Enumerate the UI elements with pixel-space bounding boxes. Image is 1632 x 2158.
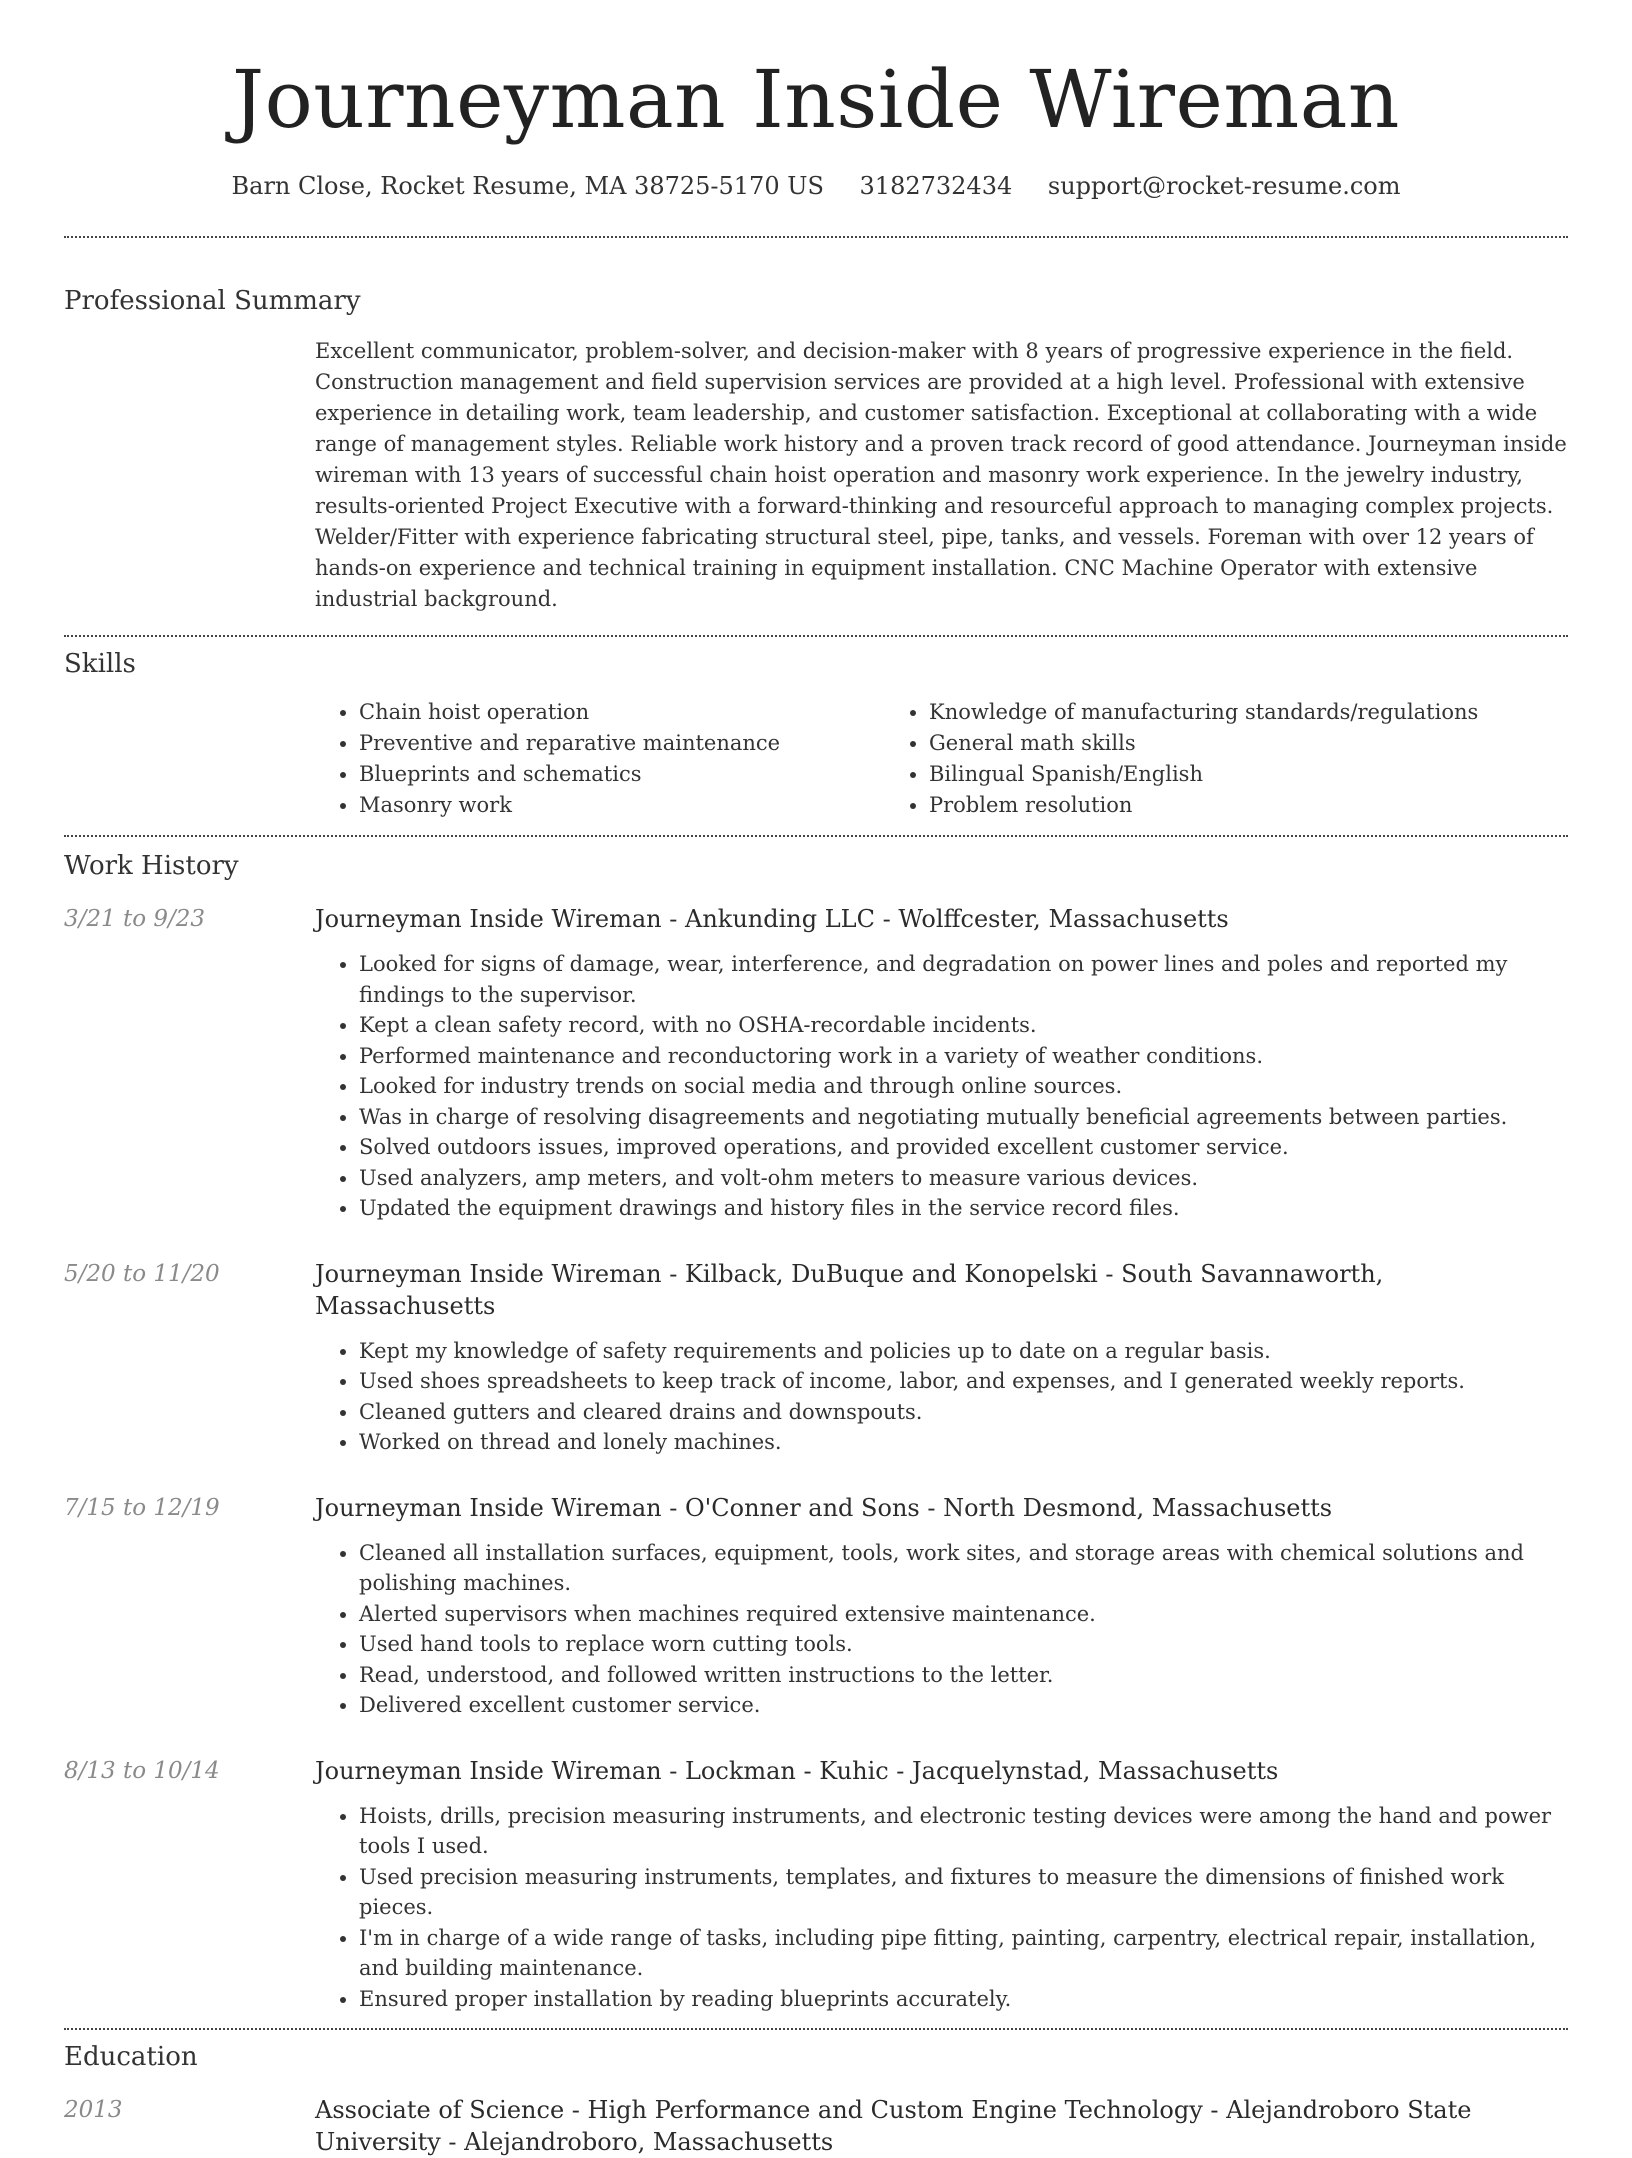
skill-item: • Problem resolution bbox=[929, 790, 1519, 821]
job-title: Journeyman Inside Wireman - Ankunding LLC - Wolffcester, Massachusetts bbox=[315, 905, 1229, 933]
job-entry bbox=[64, 1258, 1568, 1458]
job-bullet: • Used shoes spreadsheets to keep track of income, labor, and expenses, and I generated weekly reports. bbox=[359, 1366, 1568, 1397]
job-bullet: • Used analyzers, amp meters, and volt-ohm meters to measure various devices. bbox=[359, 1163, 1568, 1194]
education-body bbox=[315, 2094, 1568, 2158]
job-bullet: • Used precision measuring instruments, templates, and fixtures to measure the dimensions of finished work pieces. bbox=[359, 1862, 1568, 1923]
job-bullet: • Looked for signs of damage, wear, interference, and degradation on power lines and poles and reported my findings to the supervisor. bbox=[359, 949, 1568, 1010]
job-bullet: • Looked for industry trends on social media and through online sources. bbox=[359, 1071, 1568, 1102]
job-title: Journeyman Inside Wireman - Kilback, DuBuque and Konopelski - South Savannaworth, Massachusetts bbox=[315, 1259, 1384, 1320]
education-title: Education bbox=[64, 2042, 198, 2072]
job-bullet: • Delivered excellent customer service. bbox=[359, 1690, 1568, 1721]
skill-item: • Preventive and reparative maintenance bbox=[359, 728, 929, 759]
resume-page bbox=[64, 0, 1568, 2158]
skill-item: • Knowledge of manufacturing standards/regulations bbox=[929, 697, 1519, 728]
job-body bbox=[315, 903, 1568, 1224]
job-entry bbox=[64, 903, 1568, 1224]
job-bullet: • Performed maintenance and reconductoring work in a variety of weather conditions. bbox=[359, 1041, 1568, 1072]
skills-section bbox=[64, 637, 1568, 835]
job-bullet: • Was in charge of resolving disagreements and negotiating mutually beneficial agreements between parties. bbox=[359, 1102, 1568, 1133]
job-body bbox=[315, 1492, 1568, 1721]
job-bullet: • Used hand tools to replace worn cutting tools. bbox=[359, 1629, 1568, 1660]
education-dates: 2013 bbox=[64, 2097, 123, 2123]
job-bullet: • Hoists, drills, precision measuring instruments, and electronic testing devices were among the hand and power tools I used. bbox=[359, 1801, 1568, 1862]
skill-item: • General math skills bbox=[929, 728, 1519, 759]
summary-section bbox=[64, 238, 1568, 635]
skill-item: • Masonry work bbox=[359, 790, 929, 821]
job-bullets bbox=[315, 1538, 1568, 1721]
job-body bbox=[315, 1755, 1568, 2029]
job-bullet: • Cleaned all installation surfaces, equipment, tools, work sites, and storage areas with chemical solutions and polishing machines. bbox=[359, 1538, 1568, 1599]
job-bullet: • Cleaned gutters and cleared drains and downspouts. bbox=[359, 1397, 1568, 1428]
skill-item: • Chain hoist operation bbox=[359, 697, 929, 728]
job-bullet: • Worked on thread and lonely machines. bbox=[359, 1427, 1568, 1458]
skills-list-left bbox=[315, 697, 929, 821]
resume-name: Journeyman Inside Wireman bbox=[232, 53, 1400, 146]
contact-address: Barn Close, Rocket Resume, MA 38725-5170 US bbox=[231, 172, 824, 200]
job-bullet: • Ensured proper installation by reading blueprints accurately. bbox=[359, 1984, 1568, 2015]
skills-title: Skills bbox=[64, 649, 136, 679]
job-bullet: • Alerted supervisors when machines required extensive maintenance. bbox=[359, 1599, 1568, 1630]
job-bullet: • Read, understood, and followed written instructions to the letter. bbox=[359, 1660, 1568, 1691]
job-dates: 8/13 to 10/14 bbox=[64, 1757, 220, 1784]
job-entry bbox=[64, 1755, 1568, 2029]
skills-grid bbox=[315, 697, 1568, 835]
summary-title: Professional Summary bbox=[64, 286, 361, 316]
job-bullet: • Kept a clean safety record, with no OSHA-recordable incidents. bbox=[359, 1010, 1568, 1041]
contact-line bbox=[64, 170, 1568, 202]
skills-list-right bbox=[885, 697, 1519, 821]
job-body bbox=[315, 1258, 1568, 1458]
job-bullet: • Kept my knowledge of safety requirements and policies up to date on a regular basis. bbox=[359, 1336, 1568, 1367]
job-bullet: • Solved outdoors issues, improved operations, and provided excellent customer service. bbox=[359, 1132, 1568, 1163]
job-dates: 5/20 to 11/20 bbox=[64, 1260, 220, 1287]
work-history-section bbox=[64, 837, 1568, 2028]
job-bullets bbox=[315, 1801, 1568, 2029]
education-section bbox=[64, 2030, 1568, 2158]
skill-item: • Bilingual Spanish/English bbox=[929, 759, 1519, 790]
education-title-line: Associate of Science - High Performance and Custom Engine Technology - Alejandroboro State University - Alejandroboro, Massachusetts bbox=[315, 2096, 1472, 2156]
job-bullet: • Updated the equipment drawings and history files in the service record files. bbox=[359, 1193, 1568, 1224]
job-title: Journeyman Inside Wireman - O'Conner and Sons - North Desmond, Massachusetts bbox=[315, 1493, 1333, 1522]
job-title: Journeyman Inside Wireman - Lockman - Kuhic - Jacquelynstad, Massachusetts bbox=[315, 1756, 1279, 1785]
job-bullets bbox=[315, 1336, 1568, 1458]
education-entry bbox=[64, 2094, 1568, 2158]
job-dates: 3/21 to 9/23 bbox=[64, 906, 206, 932]
job-bullet: • I'm in charge of a wide range of tasks, including pipe fitting, painting, carpentry, electrical repair, installation, and building maintenance. bbox=[359, 1923, 1568, 1984]
contact-phone: 3182732434 bbox=[859, 172, 1013, 200]
contact-email: support@rocket-resume.com bbox=[1047, 172, 1401, 200]
job-dates: 7/15 to 12/19 bbox=[64, 1494, 220, 1521]
job-entry bbox=[64, 1492, 1568, 1721]
skill-item: • Blueprints and schematics bbox=[359, 759, 929, 790]
job-bullets bbox=[315, 949, 1568, 1224]
summary-text: Excellent communicator, problem-solver, and decision-maker with 8 years of progressive experience in the field. Construction management and field supervision services are provided at a high level. Professional with extensive experience in detailing work, team leadership, and customer satisfaction. Exceptional at collaborating with a wide range of management styles. Reliable work history and a proven track record of good attendance. Journeyman inside wireman with 13 years of successful chain hoist operation and masonry work experience. In the jewelry industry, results-oriented Project Executive with a forward-thinking and resourceful approach to managing complex projects. Welder/Fitter with experience fabricating structural steel, pipe, tanks, and vessels. Foreman with over 12 years of hands-on experience and technical training in equipment installation. CNC Machine Operator with extensive industrial background. bbox=[315, 339, 1567, 611]
work-history-title: Work History bbox=[64, 851, 239, 881]
